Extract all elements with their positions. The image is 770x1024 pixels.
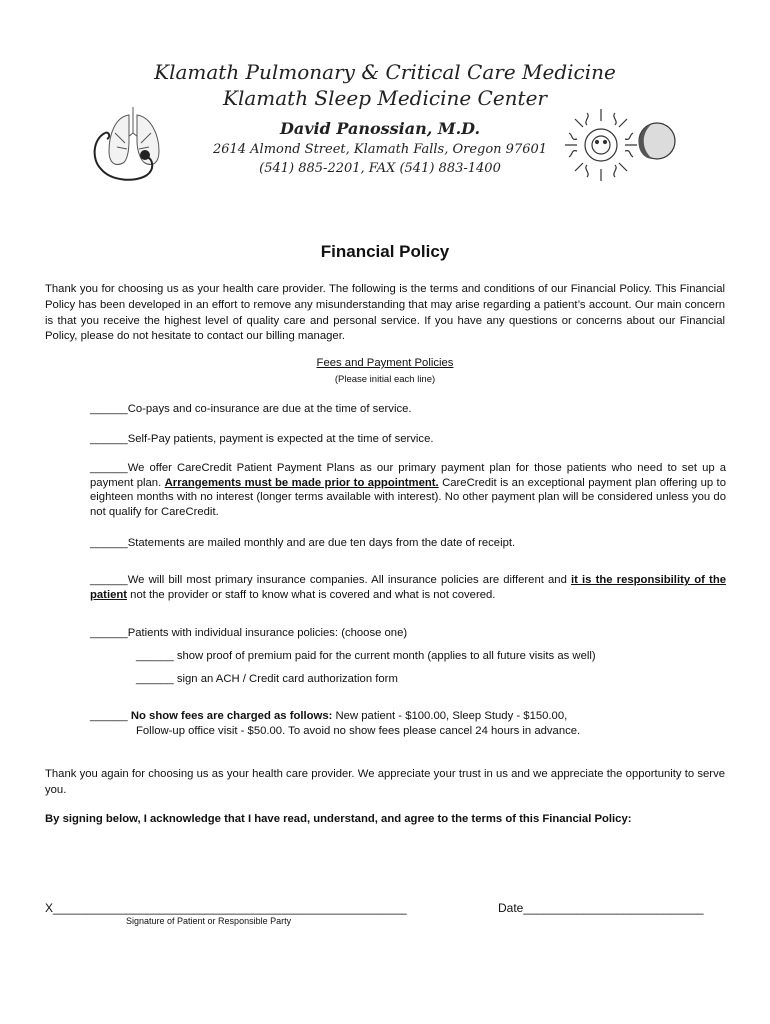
thanks-paragraph: Thank you again for choosing us as your health care provider. We appreciate your trust in us and we appreciate the opportunity to serve you. [45, 768, 725, 796]
signature-caption: Signature of Patient or Responsible Party [126, 916, 292, 926]
clinic-phone: (541) 885-2201, FAX (541) 883-1400 [259, 161, 501, 176]
fees-note: (Please initial each line) [334, 374, 436, 385]
lungs-stethoscope-icon [85, 103, 177, 187]
sun-moon-icon [561, 107, 681, 183]
doctor-name: David Panossian, M.D. [279, 119, 481, 138]
insurance-text-a: ______We will bill most primary insurance companies. All insurance policies are different and [90, 574, 571, 586]
date-field[interactable]: Date___________________________ [498, 901, 704, 915]
item-noshow [90, 709, 726, 724]
carecredit-emphasis: Arrangements must be made prior to appointment. [164, 476, 439, 489]
option-premium-proof: ______ show proof of premium paid for the current month (applies to all future visits as well) [136, 650, 596, 662]
item-individual-policies: ______Patients with individual insurance policies: (choose one) [90, 627, 408, 639]
option-ach-form: ______ sign an ACH / Credit card authorization form [136, 673, 398, 685]
insurance-emphasis: it is the responsibility of the patient [90, 574, 727, 601]
item-insurance [90, 573, 726, 602]
acknowledgement: By signing below, I acknowledge that I have read, understand, and agree to the terms of this Financial Policy: [45, 813, 632, 825]
noshow-text-1: New patient - $100.00, Sleep Study - $150.00, [332, 710, 568, 722]
noshow-blank: ______ [90, 710, 131, 722]
insurance-text-c: not the provider or staff to know what is covered and what is not covered. [127, 588, 496, 601]
document-title: Financial Policy [320, 242, 450, 261]
item-selfpay: ______Self-Pay patients, payment is expected at the time of service. [90, 433, 434, 445]
carecredit-text-a: ______We offer CareCredit Patient Payment Plans as our primary payment plan for those patients who need to set up a payment plan. [90, 462, 726, 489]
carecredit-text-c: CareCredit is an exceptional payment plan offering up to eighteen months with no interest (longer terms available with interest). No other payment plan will be considered unless you do not qualify for CareCredit. [90, 476, 726, 518]
item-statements: ______Statements are mailed monthly and are due ten days from the date of receipt. [90, 537, 516, 549]
item-copays: ______Co-pays and co-insurance are due at the time of service. [90, 403, 412, 415]
noshow-text-2: Follow-up office visit - $50.00. To avoid no show fees please cancel 24 hours in advance. [136, 725, 581, 737]
org-name-line1: Klamath Pulmonary & Critical Care Medicine [154, 60, 616, 84]
fees-heading: Fees and Payment Policies [316, 357, 454, 369]
item-carecredit [90, 461, 726, 519]
clinic-address: 2614 Almond Street, Klamath Falls, Oregon 97601 [212, 142, 548, 157]
intro-paragraph: Thank you for choosing us as your health care provider. The following is the terms and conditions of our Financial Policy. This Financial Policy has been developed in an effort to remove any misunderstanding that may arise regarding a patient’s account. Our main concern is that you receive the highest level of quality care and personal service. If you have any questions or concerns about our Financial Policy, please do not hesitate to contact our billing manager. [45, 283, 725, 343]
signature-field[interactable]: X_____________________________________________________ [45, 901, 407, 915]
org-name-line2: Klamath Sleep Medicine Center [223, 86, 547, 110]
noshow-bold: No show fees are charged as follows: [130, 710, 333, 722]
